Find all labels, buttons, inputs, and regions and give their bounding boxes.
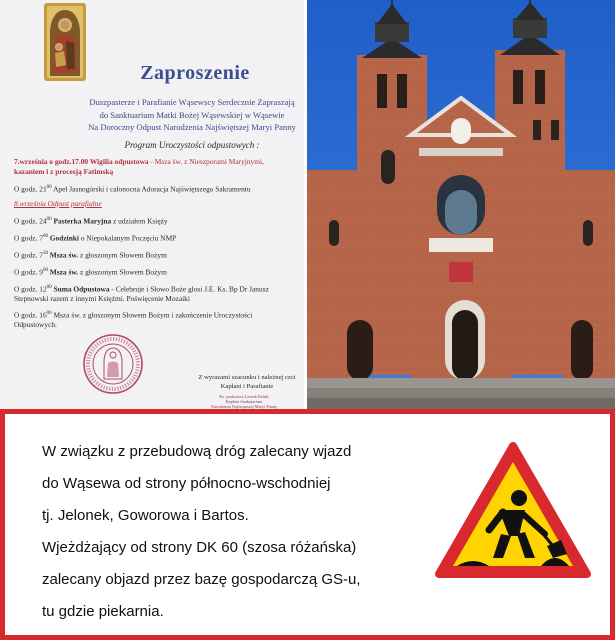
notice-panel [5,414,610,635]
suma-time: O godz. 12 [14,284,47,294]
intro-line: do Sanktuarium Matki Bożej Wąsewskiej w Wąsewie [99,109,285,120]
item-minutes: 00 [42,234,48,239]
item-title: Pasterka Maryjna [51,216,112,226]
closing-signers: Kapłani i Parafianie [220,383,274,390]
program-item [14,215,299,226]
item-minutes: 30 [42,251,48,256]
program-item [14,266,299,277]
suma-title: Suma Odpustowa [51,284,110,294]
suma-text-continued: Stepnowski razem z innymi Księżmi. Poświęcenie Mozaiki [14,294,190,304]
vigil-date: 7.września o godz.17.00 Wigilia odpustowa [14,157,149,166]
signature-line: Narodzenia Najświętszej Maryi Panny [210,404,278,409]
invitation-card [0,0,304,409]
item-text: z udziałem Księży [111,216,168,226]
program-item [14,249,299,260]
vigil-detail: - Msza św. z Nieszporami Maryjnymi, [148,157,264,166]
invitation-title: Zaproszenie [140,62,250,84]
program-item [14,232,299,243]
notice-line: tu gdzie piekarnia. [42,603,164,620]
apel-time: O godz. 21 [14,184,47,194]
suma-minutes: 00 [46,285,52,290]
item-minutes: 00 [46,217,52,222]
program-suma [14,283,299,304]
second-day-label: 8.września Odpust parafialne [14,199,102,208]
program-heading: Program Uroczystości odpustowych : [124,140,260,150]
program-final [14,309,299,330]
item-time: O godz. 7 [14,250,43,260]
invitation-intro [40,96,344,134]
church-photo [307,0,615,409]
item-time: O godz. 9 [14,267,43,277]
signature-line: Kapłani Sanktuarium [225,399,263,404]
final-text: Msza św. z głoszonym Słowem Bożym i zakończenie Uroczystości [51,310,253,320]
suma-text: - Celebruje i Słowo Boże głosi J.E. Ks. Bp Dr Janusz [109,284,269,294]
parish-seal-stamp [82,333,144,395]
closing-text [190,373,304,391]
item-time: O godz. 24 [14,216,47,226]
item-minutes: 00 [42,268,48,273]
item-title: Godzinki [47,233,79,243]
item-title: Msza św. [47,250,79,260]
closing-greeting: Z wyrazami szacunku i należnej czci [198,374,296,381]
item-text: z głoszonym Słowem Bożym [78,267,167,277]
second-day-heading [14,199,299,209]
item-text: z głoszonym Słowem Bożym [78,250,167,260]
apel-minutes: 00 [46,185,52,190]
notice-line: tj. Jelonek, Goworowa i Bartos. [42,507,249,524]
roadworks-warning-sign-icon [433,440,593,582]
final-time: O godz. 16 [14,310,47,320]
program-vigil [14,157,299,176]
detour-notice [0,409,615,640]
notice-line: W związku z przebudową dróg zalecany wjazd [42,443,352,460]
program-apel [14,183,299,194]
final-text-continued: Odpustowych. [14,320,57,330]
apel-text: Apel Jasnogórski i całonocna Adoracja Najświętszego Sakramentu [51,184,251,194]
item-title: Msza św. [47,267,79,277]
final-minutes: 00 [46,311,52,316]
notice-line: do Wąsewa od strony północno-wschodniej [42,475,331,492]
intro-line: Duszpasterze i Parafianie Wąsewscy Serdecznie Zapraszają [89,97,295,107]
notice-line: zalecany objazd przez bazę gospodarczą GS-u, [42,571,361,588]
intro-line: Na Doroczny Odpust Narodzenia Najświętszej Maryi Panny [88,122,296,132]
notice-text [42,436,422,628]
notice-line: Wjeżdżający od strony DK 60 (szosa różańska) [42,539,357,556]
item-time: O godz. 7 [14,233,43,243]
vigil-detail-continued: kazaniem i z procesją Fatimską [14,166,114,176]
item-text: o Niepokalanym Poczęciu NMP [78,233,177,243]
signature-line: Ks. proboszcz Leszek Kołak [219,394,269,399]
